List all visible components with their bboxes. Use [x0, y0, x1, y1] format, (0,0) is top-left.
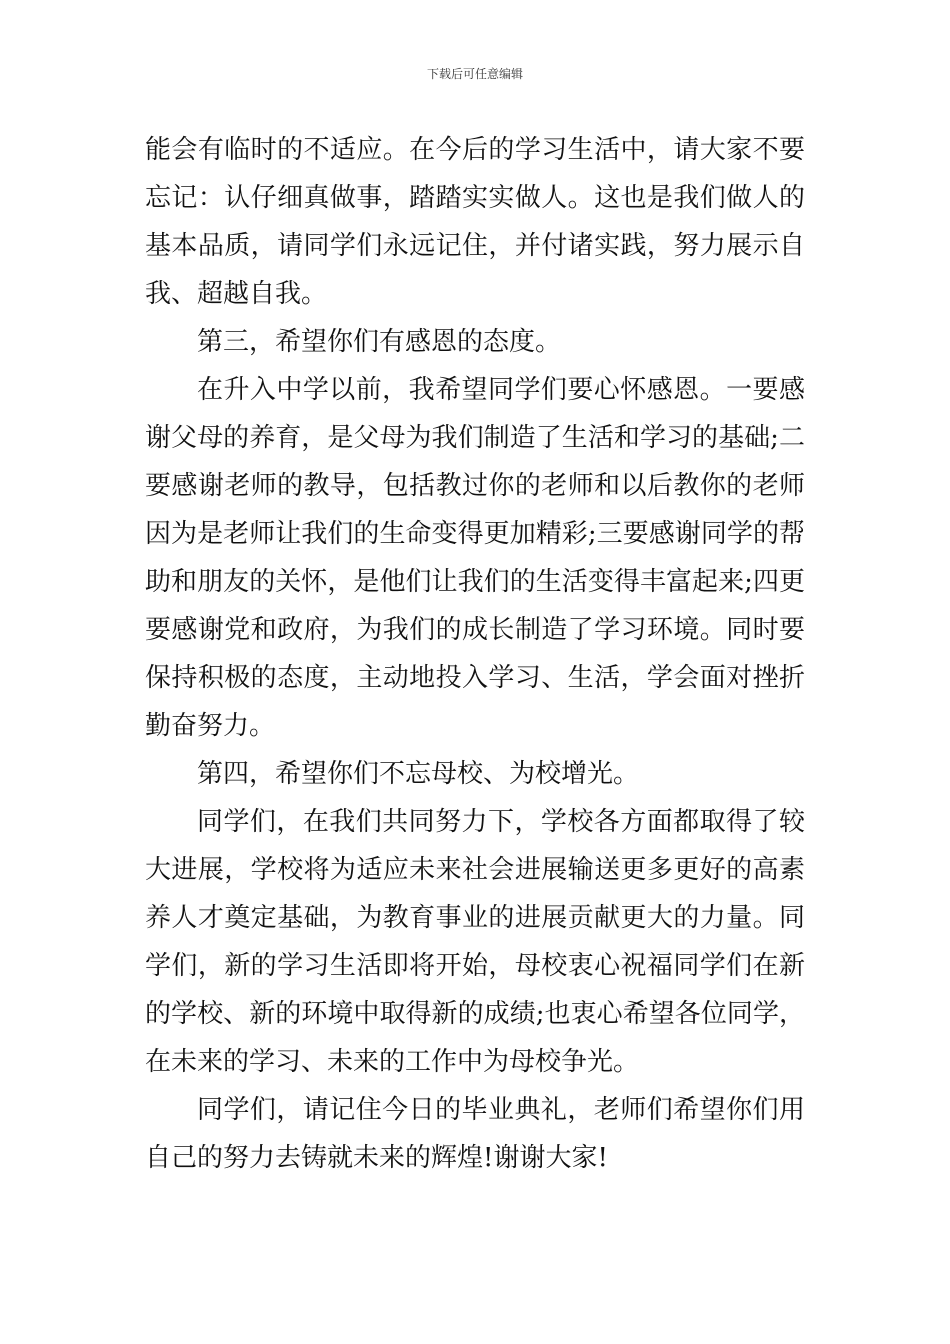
paragraph-5: 同学们，在我们共同努力下，学校各方面都取得了较大进展，学校将为适应未来社会进展输送更多更好的高素养人才奠定基础，为教育事业的进展贡献更大的力量。同学们，新的学习生活即将开始，母校衷心祝福同学们在新的学校、新的环境中取得新的成绩;也衷心希望各位同学，在未来的学习、未来的工作中为母校争光。 — [145, 807, 805, 1077]
page-header: 下载后可任意编辑 — [426, 67, 523, 81]
document-body — [145, 126, 805, 1182]
paragraph-3: 在升入中学以前，我希望同学们要心怀感恩。一要感谢父母的养育，是父母为我们制造了生活和学习的基础;二要感谢老师的教导，包括教过你的老师和以后教你的老师因为是老师让我们的生命变得更加精彩;三要感谢同学的帮助和朋友的关怀，是他们让我们的生活变得丰富起来;四更要感谢党和政府，为我们的成长制造了学习环境。同时要保持积极的态度，主动地投入学习、生活，学会面对挫折勤奋努力。 — [145, 375, 805, 741]
paragraph-4: 第四，希望你们不忘母校、为校增光。 — [197, 759, 640, 789]
paragraph-6: 同学们，请记住今日的毕业典礼，老师们希望你们用自己的努力去铸就未来的辉煌!谢谢大家! — [145, 1095, 805, 1173]
paragraph-2: 第三，希望你们有感恩的态度。 — [197, 327, 562, 357]
paragraph-1: 能会有临时的不适应。在今后的学习生活中，请大家不要忘记：认仔细真做事，踏踏实实做人。这也是我们做人的基本品质，请同学们永远记住，并付诸实践，努力展示自我、超越自我。 — [145, 135, 805, 309]
